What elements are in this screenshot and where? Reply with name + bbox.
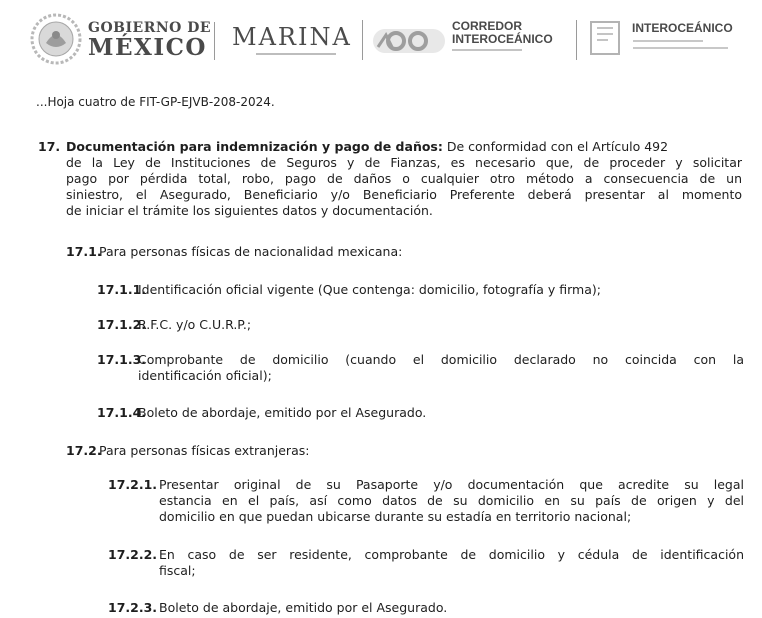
gobierno-line-1: GOBIERNO DE xyxy=(88,20,212,36)
section-17-line: de iniciar el trámite los siguientes datos y documentación. xyxy=(66,203,433,218)
section-17-line: siniestro, el Asegurado, Beneficiario y/o Beneficiario Preferente deberá presentar al momento xyxy=(66,187,742,202)
item-number: 17.1.1. xyxy=(97,282,147,297)
item-text: Boleto de abordaje, emitido por el Asegurado. xyxy=(159,600,448,615)
header-divider xyxy=(362,20,363,60)
corredor-subtitle xyxy=(452,49,522,51)
item-number: 17.2.1. xyxy=(108,477,158,492)
corredor-logo-icon xyxy=(372,27,446,55)
national-seal-icon xyxy=(30,13,82,65)
corredor-line-2: INTEROCEÁNICO xyxy=(452,32,553,46)
header-divider xyxy=(576,20,577,60)
item-number: 17.1.3. xyxy=(97,352,147,367)
item-text: Identificación oficial vigente (Que contenga: domicilio, fotografía y firma); xyxy=(138,282,601,297)
subsection-number: 17.1. xyxy=(66,244,102,259)
item-text: Comprobante de domicilio (cuando el domicilio declarado no coincida con la xyxy=(138,352,744,367)
subsection-number: 17.2. xyxy=(66,443,102,458)
gobierno-de-mexico-logo xyxy=(88,20,211,60)
sheet-reference: ...Hoja cuatro de FIT-GP-EJVB-208-2024. xyxy=(36,95,275,109)
item-text: R.F.C. y/o C.U.R.P.; xyxy=(138,317,252,332)
corredor-line-1: CORREDOR xyxy=(452,19,523,33)
section-number: 17. xyxy=(38,139,61,154)
item-number: 17.2.3. xyxy=(108,600,158,615)
interoceanico-logo: INTEROCEÁNICO xyxy=(632,21,733,35)
section-17-line: de la Ley de Instituciones de Seguros y de Fianzas, es necesario que, de proceder y solicitar xyxy=(66,155,742,170)
item-number: 17.1.4. xyxy=(97,405,147,420)
item-text: domicilio en que puedan ubicarse durante su estadía en territorio nacional; xyxy=(159,509,632,524)
item-text: En caso de ser residente, comprobante de domicilio y cédula de identificación xyxy=(159,547,744,562)
item-number: 17.1.2. xyxy=(97,317,147,332)
item-text: identificación oficial); xyxy=(138,368,272,383)
interoceanico-logo-icon xyxy=(588,18,624,58)
item-text: Boleto de abordaje, emitido por el Asegurado. xyxy=(138,405,427,420)
section-17-line: pago por pérdida total, robo, pago de daños o cualquier otro método a consecuencia de un xyxy=(66,171,742,186)
subsection-title: Para personas físicas extranjeras: xyxy=(99,443,310,458)
interoceanico-subtitle xyxy=(633,40,703,42)
letterhead xyxy=(0,0,762,80)
item-text: fiscal; xyxy=(159,563,196,578)
marina-subtitle xyxy=(256,53,336,55)
marina-logo: MARINA xyxy=(232,23,352,51)
section-17-line xyxy=(66,139,742,155)
section-text: De conformidad con el Artículo 492 xyxy=(446,139,669,154)
header-divider xyxy=(214,22,215,60)
subsection-title: Para personas físicas de nacionalidad mexicana: xyxy=(99,244,403,259)
corredor-interoceanico-logo xyxy=(452,20,553,46)
gobierno-line-2: MÉXICO xyxy=(88,34,207,61)
section-heading: Documentación para indemnización y pago de daños: xyxy=(66,139,443,154)
interoceanico-subtitle xyxy=(633,47,728,49)
item-text: Presentar original de su Pasaporte y/o documentación que acredite su legal xyxy=(159,477,744,492)
item-text: estancia en el país, así como datos de su domicilio en su país de origen y del xyxy=(159,493,744,508)
item-number: 17.2.2. xyxy=(108,547,158,562)
